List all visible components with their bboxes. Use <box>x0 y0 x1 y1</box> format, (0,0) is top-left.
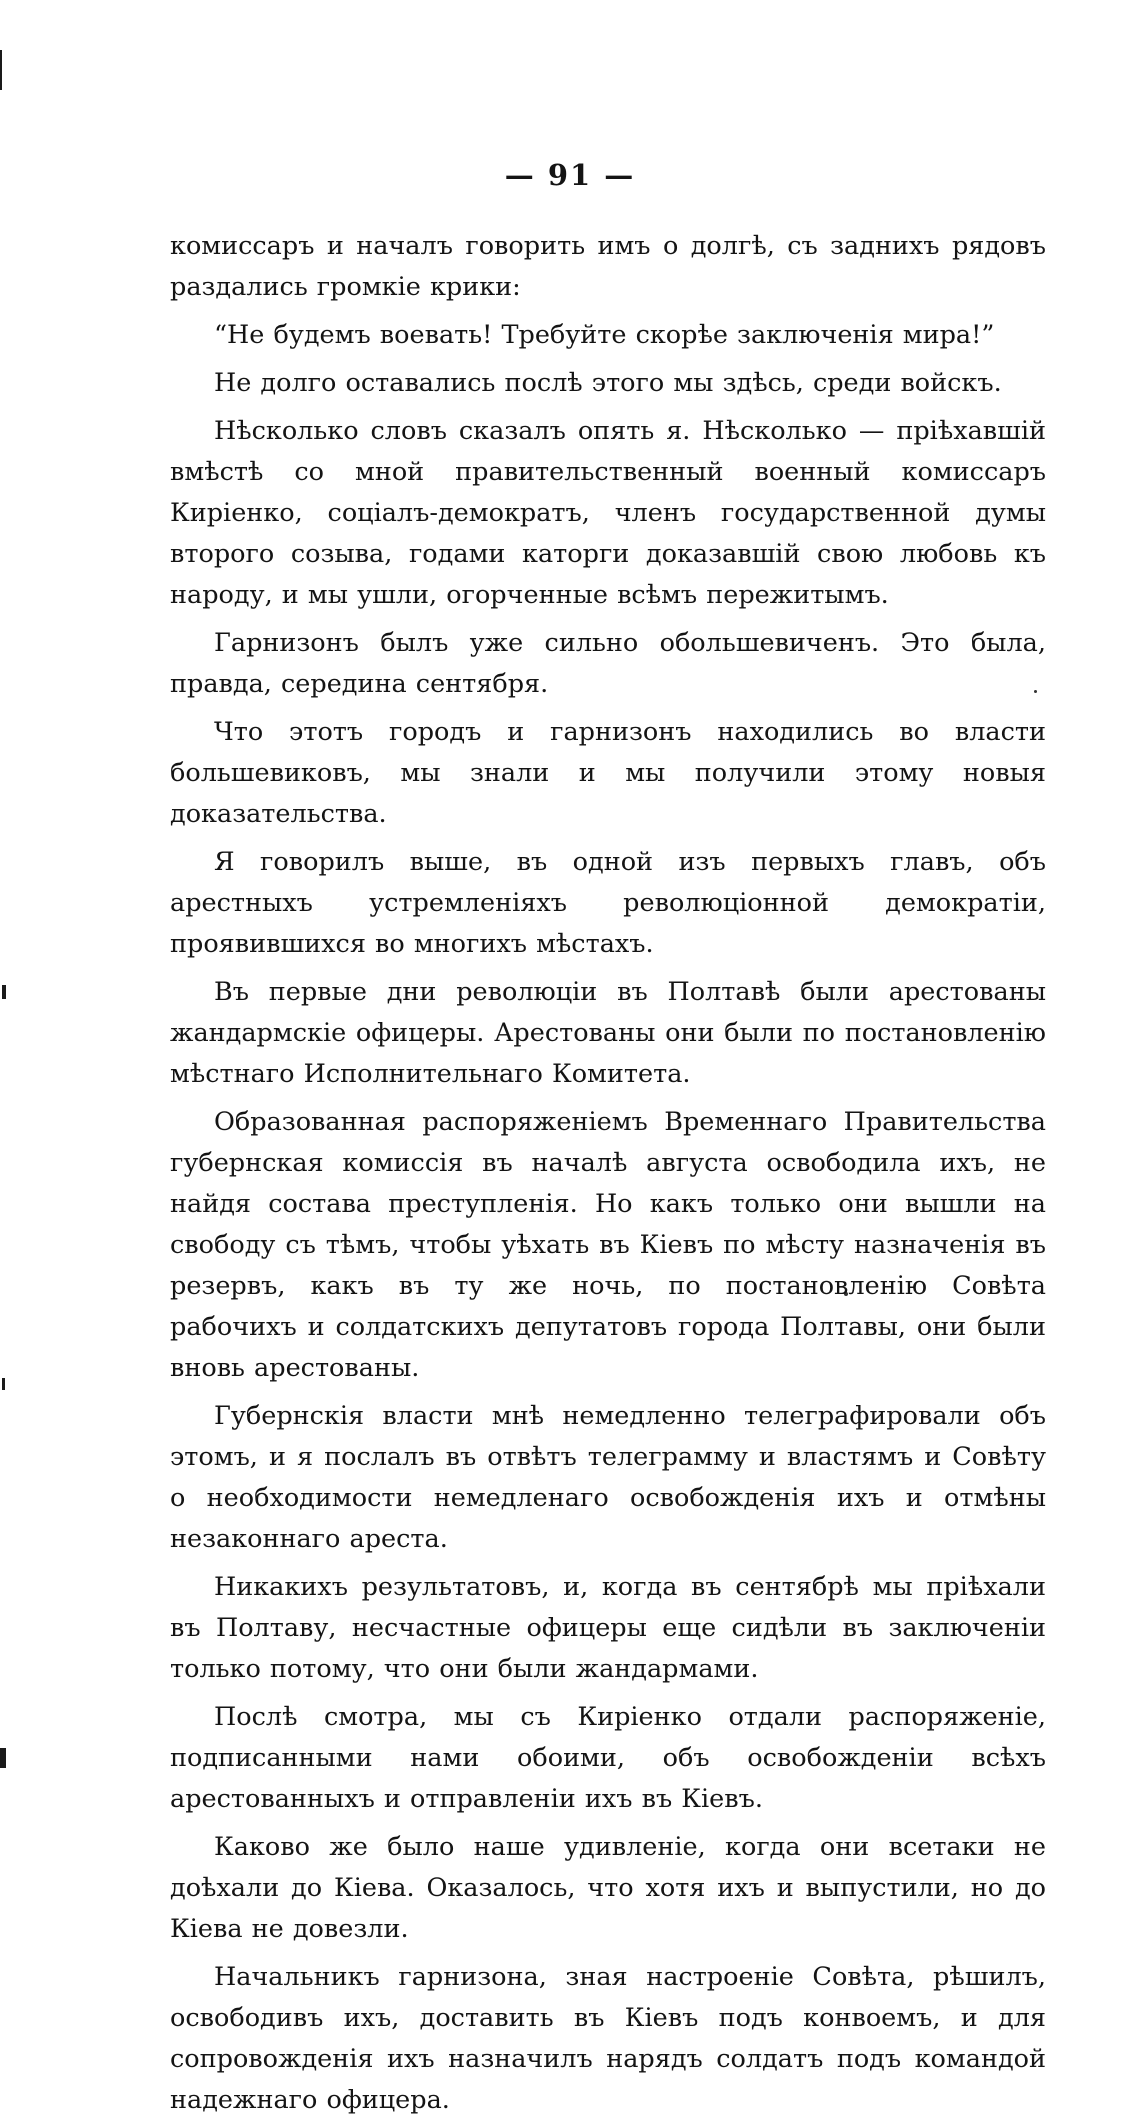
paragraph: Образованная распоряженіемъ Временнаго Правительства губернская комиссія въ началѣ августа освободила ихъ, не найдя состава преступленія. Но какъ только они вышли на свободу съ тѣмъ, чтобы уѣхать въ Кіевъ по мѣсту назначенія въ резервъ, какъ въ ту же ночь, по постановленію Совѣта рабочихъ и солдатскихъ депутатовъ города Полтавы, они были вновь арестованы. <box>170 1107 1046 1383</box>
scan-edge-mark-top <box>0 50 2 90</box>
body-text <box>170 226 1046 2128</box>
scan-edge-mark-lower <box>2 1378 5 1390</box>
paragraph: Гарнизонъ былъ уже сильно обольшевиченъ. Это была, правда, середина сентября. <box>170 628 1046 699</box>
paragraph: Каково же было наше удивленіе, когда они всетаки не доѣхали до Кіева. Оказалось, что хотя ихъ и выпустили, но до Кіева не довезли. <box>170 1832 1046 1944</box>
paragraph: Губернскія власти мнѣ немедленно телеграфировали объ этомъ, и я послалъ въ отвѣтъ телеграмму и властямъ и Совѣту о необходимости немедленаго освобожденія ихъ и отмѣны незаконнаго ареста. <box>170 1401 1046 1554</box>
scan-edge-mark-middle <box>2 985 6 999</box>
paragraph: “Не будемъ воевать! Требуйте скорѣе заключенія мира!” <box>214 320 995 350</box>
paragraph: Я говорилъ выше, въ одной изъ первыхъ главъ, объ арестныхъ устремленіяхъ революціонной демократіи, проявившихся во многихъ мѣстахъ. <box>170 847 1046 959</box>
paragraph: Въ первые дни революціи въ Полтавѣ были арестованы жандармскіе офицеры. Арестованы они были по постановленію мѣстнаго Исполнительнаго Комитета. <box>170 977 1046 1089</box>
paragraph: Начальникъ гарнизона, зная настроеніе Совѣта, рѣшилъ, освободивъ ихъ, доставить въ Кіевъ подъ конвоемъ, и для сопровожденія ихъ назначилъ нарядъ солдатъ подъ командой надежнаго офицера. <box>170 1962 1046 2115</box>
paragraph: Никакихъ результатовъ, и, когда въ сентябрѣ мы пріѣхали въ Полтаву, несчастные офицеры еще сидѣли въ заключеніи только потому, что они были жандармами. <box>170 1572 1046 1684</box>
paragraph: Послѣ смотра, мы съ Кирiенко отдали распоряженіе, подписанными нами обоими, объ освобожденіи всѣхъ арестованныхъ и отправленіи ихъ въ Кіевъ. <box>170 1702 1046 1814</box>
scan-edge-mark-bottom <box>0 1748 6 1768</box>
paragraph: комиссаръ и началъ говорить имъ о долгѣ, съ заднихъ рядовъ раздались громкіе крики: <box>170 231 1046 302</box>
page-number: — 91 — <box>504 158 636 192</box>
paragraph: Не долго оставались послѣ этого мы здѣсь, среди войскъ. <box>214 368 1002 398</box>
paragraph: Нѣсколько словъ сказалъ опять я. Нѣсколько — пріѣхавшій вмѣстѣ со мной правительственный военный комиссаръ Кирiенко, соціалъ-демократъ, членъ государственной думы второго созыва, годами каторги доказавшій свою любовь къ народу, и мы ушли, огорченные всѣмъ пережитымъ. <box>170 416 1046 610</box>
paragraph: Что этотъ городъ и гарнизонъ находились во власти большевиковъ, мы знали и мы получили этому новыя доказательства. <box>170 717 1046 829</box>
